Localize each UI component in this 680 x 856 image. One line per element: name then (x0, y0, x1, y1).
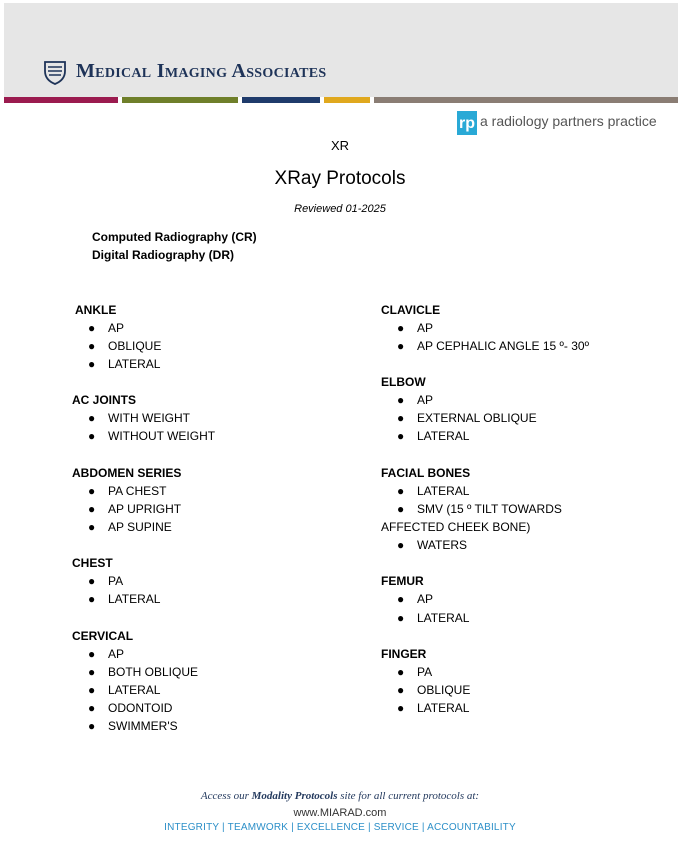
reviewed-date: Reviewed 01-2025 (294, 203, 386, 215)
section-abdomen-series-title: ABDOMEN SERIES (72, 466, 182, 480)
svg-text:rp: rp (459, 115, 475, 132)
section-finger-title: FINGER (381, 647, 427, 661)
section-femur-title: FEMUR (381, 574, 424, 588)
rp-logo-icon (457, 111, 477, 135)
section-ankle-title: ANKLE (75, 303, 117, 317)
section-elbow-title: ELBOW (381, 375, 426, 389)
document-title: XRay Protocols (274, 168, 406, 189)
modality-dr: Digital Radiography (DR) (92, 248, 235, 262)
section-facial-bones-title: FACIAL BONES (381, 466, 471, 480)
partner-tagline: a radiology partners practice (480, 113, 657, 129)
section-cervical-title: CERVICAL (72, 629, 134, 643)
modality-cr: Computed Radiography (CR) (92, 230, 257, 244)
list-item-continuation: AFFECTED CHEEK BONE) (381, 520, 531, 534)
footer-access-text: Access our Modality Protocols site for all current protocols at: (200, 790, 480, 802)
department-label: XR (330, 138, 350, 153)
company-name: Medical Imaging Associates (76, 60, 327, 82)
section-clavicle-title: CLAVICLE (381, 303, 441, 317)
footer-values: INTEGRITY | TEAMWORK | EXCELLENCE | SERVICE | ACCOUNTABILITY (164, 822, 516, 833)
shield-logo-icon (44, 61, 66, 85)
section-ac-joints-title: AC JOINTS (72, 393, 137, 407)
footer-url-link[interactable]: www.MIARAD.com (293, 807, 387, 819)
section-chest-title: CHEST (72, 556, 113, 570)
brand-color-bars (4, 97, 678, 103)
